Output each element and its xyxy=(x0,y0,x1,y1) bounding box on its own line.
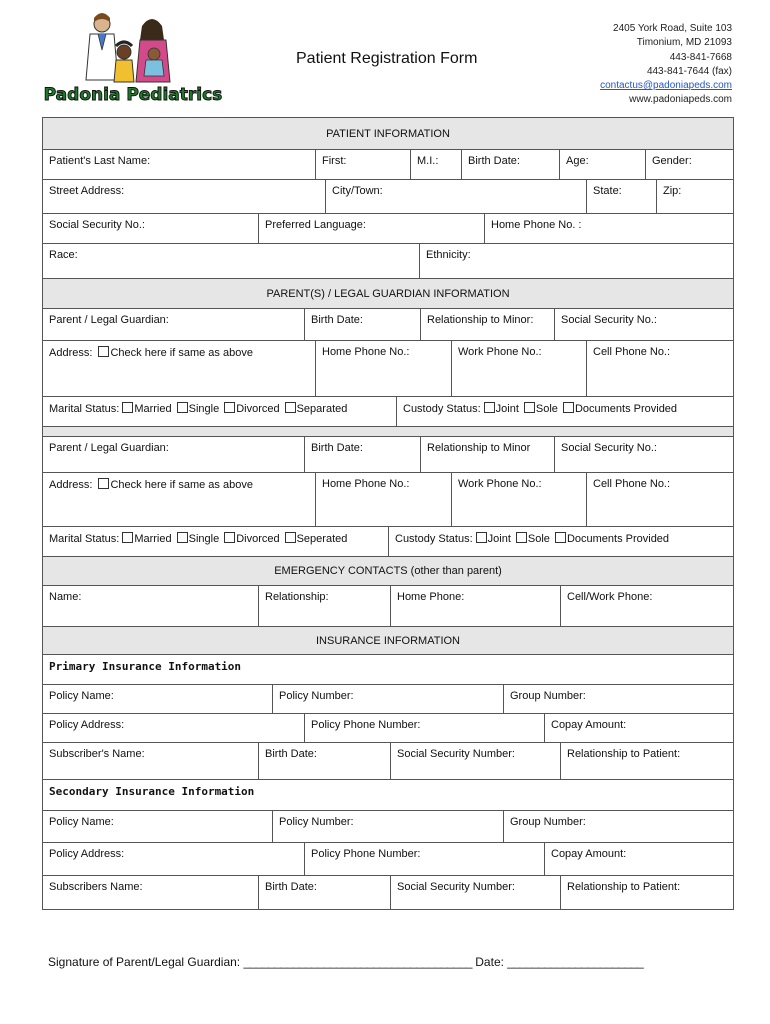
age-field[interactable]: Age: xyxy=(560,150,646,179)
primary-birth-date-field[interactable]: Birth Date: xyxy=(259,743,391,779)
same-as-above-label: Check here if same as above xyxy=(110,347,253,359)
form-title: Patient Registration Form xyxy=(296,50,478,67)
first-name-field[interactable]: First: xyxy=(316,150,411,179)
guardian2-row-address xyxy=(42,473,734,527)
section-title: PARENT(S) / LEGAL GUARDIAN INFORMATION xyxy=(266,287,510,300)
primary-policy-phone-field[interactable]: Policy Phone Number: xyxy=(305,714,545,742)
guardian1-row-address xyxy=(42,341,734,397)
guardian2-row-name xyxy=(42,437,734,473)
guardian-section-header xyxy=(42,279,734,309)
middle-initial-field[interactable]: M.I.: xyxy=(411,150,462,179)
guardian1-row-status xyxy=(42,397,734,427)
primary-ssn-field[interactable]: Social Security Number: xyxy=(391,743,561,779)
emergency-cell-phone-field[interactable]: Cell/Work Phone: xyxy=(567,591,653,603)
guardian2-row-status xyxy=(42,527,734,557)
secondary-policy-name-field[interactable]: Policy Name: xyxy=(43,811,273,842)
street-address-field[interactable]: Street Address: xyxy=(43,180,326,213)
city-field[interactable]: City/Town: xyxy=(326,180,587,213)
married-checkbox[interactable] xyxy=(122,532,133,543)
sole-checkbox[interactable] xyxy=(516,532,527,543)
insurance-section-header xyxy=(42,627,734,655)
section-title: EMERGENCY CONTACTS (other than parent) xyxy=(274,565,502,577)
logo-wordmark xyxy=(44,85,223,105)
guardian1-relationship-field[interactable]: Relationship to Minor: xyxy=(421,309,555,340)
marital-label: Marital Status: xyxy=(49,533,120,545)
patient-row-address xyxy=(42,180,734,214)
primary-row-subscriber xyxy=(42,743,734,780)
home-phone-field[interactable]: Home Phone No. : xyxy=(491,219,582,231)
single-label: Single xyxy=(188,533,220,545)
patient-row-ssn xyxy=(42,214,734,244)
primary-group-number-field[interactable]: Group Number: xyxy=(510,690,586,702)
married-label: Married xyxy=(134,403,172,415)
guardian1-home-phone-field[interactable]: Home Phone No.: xyxy=(316,341,452,396)
same-as-above-label: Check here if same as above xyxy=(110,479,253,491)
secondary-policy-phone-field[interactable]: Policy Phone Number: xyxy=(305,843,545,875)
primary-insurance-title: Primary Insurance Information xyxy=(49,660,242,673)
emergency-home-phone-field[interactable]: Home Phone: xyxy=(391,586,561,626)
secondary-policy-address-field[interactable]: Policy Address: xyxy=(43,843,305,875)
married-checkbox[interactable] xyxy=(122,402,133,413)
guardian2-ssn-field[interactable]: Social Security No.: xyxy=(561,442,657,454)
signature-label: Signature of Parent/Legal Guardian: xyxy=(48,955,241,969)
joint-checkbox[interactable] xyxy=(476,532,487,543)
guardian2-work-phone-field[interactable]: Work Phone No.: xyxy=(452,473,587,526)
guardian2-custody-status xyxy=(389,527,733,556)
guardian1-work-phone-field[interactable]: Work Phone No.: xyxy=(452,341,587,396)
address-label: Address: xyxy=(49,347,93,359)
emergency-row xyxy=(42,586,734,627)
primary-copay-field[interactable]: Copay Amount: xyxy=(551,719,627,731)
married-label: Married xyxy=(134,533,172,545)
divorced-checkbox[interactable] xyxy=(224,532,235,543)
gender-field[interactable]: Gender: xyxy=(652,155,692,167)
sole-label: Sole xyxy=(527,533,550,545)
single-checkbox[interactable] xyxy=(177,402,188,413)
guardian1-address-field[interactable] xyxy=(43,341,316,396)
guardian-divider xyxy=(42,427,734,437)
address-line: Timonium, MD 21093 xyxy=(636,37,732,49)
secondary-row-address xyxy=(42,843,734,876)
patient-row-name xyxy=(42,150,734,180)
secondary-row-subscriber xyxy=(42,876,734,910)
secondary-group-number-field[interactable]: Group Number: xyxy=(510,816,586,828)
separated-label: Seperated xyxy=(296,533,348,545)
joint-checkbox[interactable] xyxy=(484,402,495,413)
signature-field[interactable]: _____________________________________ xyxy=(243,955,472,969)
secondary-insurance-title: Secondary Insurance Information xyxy=(49,785,255,798)
same-as-above-checkbox[interactable] xyxy=(98,346,109,357)
guardian2-relationship-field[interactable]: Relationship to Minor xyxy=(421,437,555,472)
svg-text:Padonia Pediatrics: Padonia Pediatrics xyxy=(43,85,223,105)
separated-checkbox[interactable] xyxy=(285,532,296,543)
section-title: PATIENT INFORMATION xyxy=(326,127,450,140)
divorced-checkbox[interactable] xyxy=(224,402,235,413)
last-name-field[interactable]: Patient's Last Name: xyxy=(43,150,316,179)
joint-label: Joint xyxy=(487,533,511,545)
section-title: INSURANCE INFORMATION xyxy=(315,634,461,647)
primary-policy-number-field[interactable]: Policy Number: xyxy=(273,685,504,713)
logo-illustration xyxy=(40,10,226,106)
marital-label: Marital Status: xyxy=(49,403,120,415)
ssn-field[interactable]: Social Security No.: xyxy=(43,214,259,243)
secondary-ssn-field[interactable]: Social Security Number: xyxy=(391,876,561,909)
practice-logo xyxy=(40,10,226,106)
signature-date-label: Date: xyxy=(475,955,504,969)
guardian1-marital-status xyxy=(43,397,397,426)
guardian2-birth-date-field[interactable]: Birth Date: xyxy=(305,437,421,472)
guardian1-ssn-field[interactable]: Social Security No.: xyxy=(561,314,657,326)
zip-field[interactable]: Zip: xyxy=(663,185,682,197)
single-checkbox[interactable] xyxy=(177,532,188,543)
primary-policy-address-field[interactable]: Policy Address: xyxy=(43,714,305,742)
documents-checkbox[interactable] xyxy=(563,402,574,413)
ethnicity-field[interactable]: Ethnicity: xyxy=(426,249,471,261)
separated-label: Separated xyxy=(296,403,348,415)
same-as-above-checkbox[interactable] xyxy=(98,478,109,489)
signature-line xyxy=(48,955,643,969)
divorced-label: Divorced xyxy=(236,533,280,545)
secondary-insurance-header xyxy=(42,780,734,811)
email-link[interactable]: contactus@padoniapeds.com xyxy=(600,80,732,92)
language-field[interactable]: Preferred Language: xyxy=(259,214,485,243)
patient-row-race xyxy=(42,244,734,279)
secondary-row-policy xyxy=(42,811,734,843)
sole-checkbox[interactable] xyxy=(524,402,535,413)
primary-row-address xyxy=(42,714,734,743)
documents-checkbox[interactable] xyxy=(555,532,566,543)
patient-section-header xyxy=(42,117,734,150)
state-field[interactable]: State: xyxy=(587,180,657,213)
primary-policy-name-field[interactable]: Policy Name: xyxy=(43,685,273,713)
guardian1-birth-date-field[interactable]: Birth Date: xyxy=(305,309,421,340)
website-link[interactable]: www.padoniapeds.com xyxy=(629,94,732,106)
primary-row-policy xyxy=(42,685,734,714)
secondary-birth-date-field[interactable]: Birth Date: xyxy=(259,876,391,909)
separated-checkbox[interactable] xyxy=(285,402,296,413)
secondary-subscriber-field[interactable]: Subscribers Name: xyxy=(43,876,259,909)
primary-subscriber-field[interactable]: Subscriber's Name: xyxy=(43,743,259,779)
emergency-name-field[interactable]: Name: xyxy=(43,586,259,626)
guardian1-row-name xyxy=(42,309,734,341)
guardian2-address-field[interactable] xyxy=(43,473,316,526)
joint-label: Joint xyxy=(495,403,519,415)
custody-label: Custody Status: xyxy=(403,403,481,415)
fax-line: 443-841-7644 (fax) xyxy=(646,65,732,77)
primary-insurance-header xyxy=(42,655,734,685)
guardian2-name-field[interactable]: Parent / Legal Guardian: xyxy=(43,437,305,472)
registration-form xyxy=(42,117,734,910)
phone-line: 443-841-7668 xyxy=(669,51,732,63)
practice-contact xyxy=(600,22,732,108)
guardian2-home-phone-field[interactable]: Home Phone No.: xyxy=(316,473,452,526)
address-line: 2405 York Road, Suite 103 xyxy=(613,23,732,34)
emergency-relationship-field[interactable]: Relationship: xyxy=(259,586,391,626)
race-field[interactable]: Race: xyxy=(43,244,420,278)
address-label: Address: xyxy=(49,479,93,491)
guardian2-marital-status xyxy=(43,527,389,556)
guardian1-custody-status xyxy=(397,397,733,426)
custody-label: Custody Status: xyxy=(395,533,473,545)
secondary-policy-number-field[interactable]: Policy Number: xyxy=(273,811,504,842)
emergency-section-header xyxy=(42,557,734,586)
guardian2-cell-phone-field[interactable]: Cell Phone No.: xyxy=(593,478,671,490)
guardian1-name-field[interactable]: Parent / Legal Guardian: xyxy=(43,309,305,340)
single-label: Single xyxy=(188,403,220,415)
documents-label: Documents Provided xyxy=(566,533,670,545)
signature-date-field[interactable]: ______________________ xyxy=(507,955,644,969)
birth-date-field[interactable]: Birth Date: xyxy=(462,150,560,179)
documents-label: Documents Provided xyxy=(574,403,678,415)
divorced-label: Divorced xyxy=(236,403,280,415)
guardian1-cell-phone-field[interactable]: Cell Phone No.: xyxy=(593,346,671,358)
secondary-copay-field[interactable]: Copay Amount: xyxy=(551,848,627,860)
form-header xyxy=(0,0,770,118)
secondary-relationship-field[interactable]: Relationship to Patient: xyxy=(567,881,681,893)
sole-label: Sole xyxy=(535,403,558,415)
primary-relationship-field[interactable]: Relationship to Patient: xyxy=(567,748,681,760)
